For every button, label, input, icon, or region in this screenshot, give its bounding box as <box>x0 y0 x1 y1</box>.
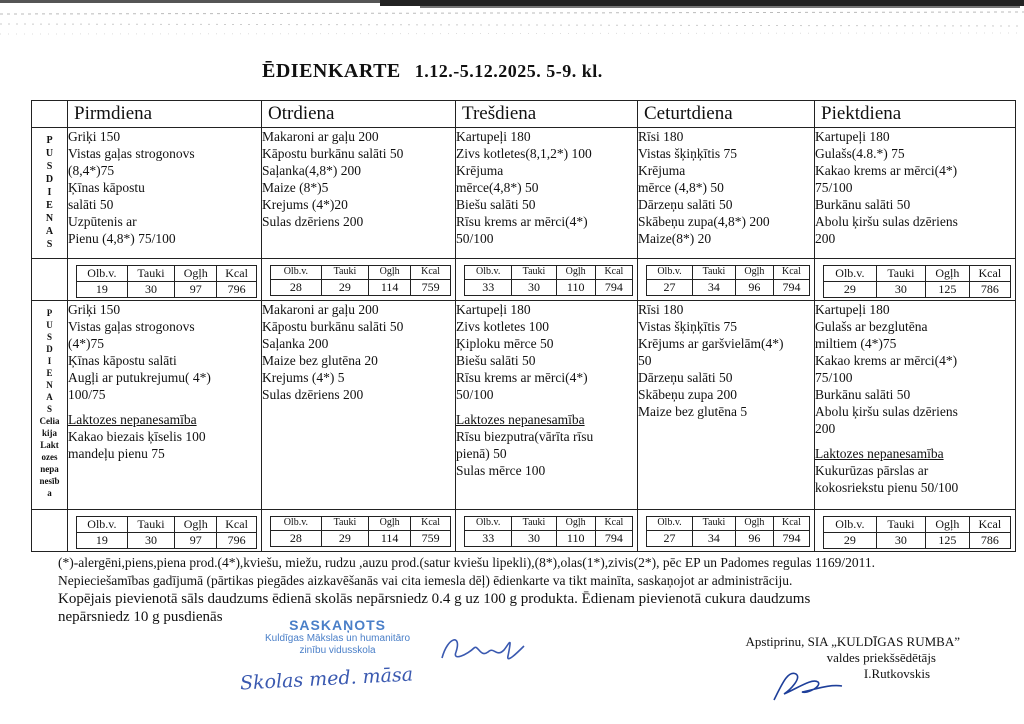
nutrition-header: Ogļh <box>369 517 411 531</box>
nutrition-header-row <box>647 517 810 531</box>
nutrition-value: 759 <box>411 280 451 296</box>
nutrition-header: Ogļh <box>556 517 595 531</box>
nutrition-value: 29 <box>824 282 877 298</box>
nutrition-value-row <box>824 533 1011 549</box>
menu-cell <box>262 301 456 510</box>
nutrition-header: Kcal <box>595 517 632 531</box>
row-label-letter: E <box>46 368 53 378</box>
menu-item: Skābeņu zupa(4,8*) 200 <box>638 214 770 229</box>
nutrition-header: Kcal <box>773 517 809 531</box>
menu-item: Kartupeļi 180 <box>815 129 890 144</box>
menu-item: mērce (4,8*) 50 <box>638 180 724 195</box>
nutrition-header: Tauki <box>321 266 368 280</box>
day-header: Piektdiena <box>815 101 1016 128</box>
nutrition-cell <box>638 259 815 301</box>
menu-item: mandeļu pienu 75 <box>68 446 165 461</box>
nutrition-value: 794 <box>595 531 632 547</box>
menu-item: 100/75 <box>68 387 106 402</box>
nutrition-header: Olb.v. <box>824 517 877 533</box>
row-label-letter: S <box>46 161 53 172</box>
nutrition-header: Kcal <box>773 266 809 280</box>
menu-item: Sulas mērce 100 <box>456 463 546 478</box>
menu-item: Ķīnas kāpostu <box>68 180 145 195</box>
nutrition-value-row <box>647 280 810 296</box>
nutrition-header: Ogļh <box>925 266 969 282</box>
nutrition-header-row <box>647 266 810 280</box>
menu-item: 50 <box>638 353 652 368</box>
row-label-spacer <box>32 510 68 552</box>
nutrition-header: Ogļh <box>369 266 411 280</box>
day-header-row <box>32 101 1016 128</box>
approval-stamp <box>265 617 410 657</box>
nutrition-header: Kcal <box>969 517 1010 533</box>
menu-item: Ķiploku mērce 50 <box>456 336 554 351</box>
menu-item: Saļanka(4,8*) 200 <box>262 163 361 178</box>
nutrition-value: 33 <box>465 280 512 296</box>
nutrition-value-row <box>77 282 257 298</box>
menu-item: Makaroni ar gaļu 200 <box>262 129 379 144</box>
menu-item: Krējums ar garšvielām(4*) <box>638 336 784 351</box>
page-title <box>262 60 603 83</box>
row-label-letter: U <box>46 320 53 330</box>
nutrition-cell <box>262 510 456 552</box>
nutrition-value: 33 <box>465 531 512 547</box>
nutrition-header-row <box>77 266 257 282</box>
nutrition-header-row <box>271 266 451 280</box>
menu-item: Makaroni ar gaļu 200 <box>262 302 379 317</box>
nutrition-header: Olb.v. <box>77 517 128 533</box>
allergen-note: (*)-alergēni,piens,piena prod.(4*),kviešu, miežu, rudzu ,auzu prod.(satur kviešu lipekli),(8*),olas(1*),zivis(2*), pēc EP un Padomes regulas 1169/2011. <box>58 555 876 570</box>
nutrition-header: Ogļh <box>556 266 595 280</box>
nutrition-header-row <box>465 517 633 531</box>
nutrition-table <box>270 516 451 547</box>
nutrition-header: Kcal <box>969 266 1010 282</box>
nutrition-value: 794 <box>595 280 632 296</box>
menu-item: Vistas šķiņķītis 75 <box>638 146 737 161</box>
nutrition-value: 19 <box>77 282 128 298</box>
row-label-letter: D <box>46 344 53 354</box>
menu-item: Kakao krems ar mērci(4*) <box>815 353 958 368</box>
menu-item: Kāpostu burkānu salāti 50 <box>262 319 404 334</box>
menu-item: Kāpostu burkānu salāti 50 <box>262 146 404 161</box>
diet-lunch-row <box>32 301 1016 510</box>
nutrition-value: 110 <box>556 280 595 296</box>
nutrition-header: Tauki <box>692 517 735 531</box>
nutrition-value: 125 <box>925 533 969 549</box>
nutrition-table <box>646 516 810 547</box>
menu-item: Biešu salāti 50 <box>456 197 536 212</box>
row-label-letter: Celia <box>39 416 60 426</box>
row-label-letter: a <box>47 488 52 498</box>
row-label-letter: P <box>46 135 53 146</box>
nutrition-value: 30 <box>127 282 174 298</box>
nutrition-cell <box>638 510 815 552</box>
scan-artifact <box>0 0 1024 38</box>
menu-item: Vistas gaļas strogonovs <box>68 319 195 334</box>
nutrition-cell <box>456 259 638 301</box>
nutrition-header-row <box>77 517 257 533</box>
menu-item: Krejums (4*)20 <box>262 197 348 212</box>
menu-item: Gulašs ar bezglutēna <box>815 319 928 334</box>
stamp-title: SASKAŅOTS <box>289 617 386 633</box>
lactose-heading: Laktozes nepanesamība <box>456 412 585 427</box>
row-label-letter: N <box>46 380 53 390</box>
nutrition-header: Olb.v. <box>271 266 322 280</box>
approval-block <box>712 634 960 682</box>
stamp-line: Kuldīgas Mākslas un humanitāro <box>265 633 411 644</box>
nutrition-value: 96 <box>735 280 773 296</box>
nutrition-value: 786 <box>969 533 1010 549</box>
menu-item: (8,4*)75 <box>68 163 115 178</box>
nutrition-value: 30 <box>512 531 556 547</box>
nutrition-cell <box>262 259 456 301</box>
menu-item: Dārzeņu salāti 50 <box>638 370 733 385</box>
menu-item: (4*)75 <box>68 336 104 351</box>
menu-item: Maize(8*) 20 <box>638 231 712 246</box>
row-label-letter: kija <box>41 428 57 438</box>
row-label-letter: S <box>46 404 52 414</box>
change-note: Nepieciešamības gadījumā (pārtikas piegādes aizkavēšanās vai cita iemesla dēļ) ēdienkarte va tikt mainīta, saskaņojot ar administrāciju. <box>58 573 793 588</box>
menu-item: Dārzeņu salāti 50 <box>638 197 733 212</box>
lactose-heading: Laktozes nepanesamība <box>815 446 944 461</box>
menu-item: Krējuma <box>456 163 504 178</box>
nutrition-header: Ogļh <box>175 266 217 282</box>
nutrition-value-row <box>77 533 257 549</box>
nutrition-header-row <box>824 266 1011 282</box>
nutrition-header: Tauki <box>512 517 556 531</box>
menu-item: Burkānu salāti 50 <box>815 387 911 402</box>
nutrition-value: 794 <box>773 280 809 296</box>
menu-item: Griķi 150 <box>68 302 121 317</box>
menu-item: 50/100 <box>456 387 494 402</box>
nutrition-value: 796 <box>217 282 257 298</box>
lunch-row <box>32 128 1016 259</box>
nutrition-cell <box>815 510 1016 552</box>
menu-item: Vistas gaļas strogonovs <box>68 146 195 161</box>
menu-item: Vistas šķiņķītis 75 <box>638 319 737 334</box>
nutrition-value: 794 <box>773 531 809 547</box>
salt-note: Kopējais pievienotā sāls daudzums ēdienā skolās nepārsniedz 0.4 g uz 100 g produkta. Ēdienam pievienotā cukura daudzums <box>58 591 811 607</box>
nutrition-value: 29 <box>321 531 368 547</box>
footnotes <box>58 554 875 626</box>
menu-item: Gulašs(4.8.*) 75 <box>815 146 905 161</box>
nutrition-value: 759 <box>411 531 451 547</box>
menu-item: Sulas dzēriens 200 <box>262 387 364 402</box>
nutrition-header: Tauki <box>512 266 556 280</box>
nutrition-value: 97 <box>175 282 217 298</box>
nutrition-header: Kcal <box>217 517 257 533</box>
nutrition-row <box>32 259 1016 301</box>
menu-item: Pienu (4,8*) 75/100 <box>68 231 176 246</box>
menu-item: 200 <box>815 231 836 246</box>
nutrition-table <box>823 516 1011 549</box>
day-header: Trešdiena <box>456 101 638 128</box>
menu-item: Augļi ar putukrejumu( 4*) <box>68 370 211 385</box>
nutrition-header: Olb.v. <box>77 266 128 282</box>
nutrition-table <box>270 265 451 296</box>
menu-cell <box>456 128 638 259</box>
nutrition-header-row <box>824 517 1011 533</box>
menu-item: Burkānu salāti 50 <box>815 197 911 212</box>
row-label-letter: S <box>46 239 53 250</box>
menu-item: pienā) 50 <box>456 446 507 461</box>
menu-cell <box>456 301 638 510</box>
nutrition-value: 114 <box>369 280 411 296</box>
nutrition-header: Tauki <box>127 517 174 533</box>
day-header: Pirmdiena <box>68 101 262 128</box>
nutrition-header: Olb.v. <box>647 266 693 280</box>
nutrition-value-row <box>824 282 1011 298</box>
row-label-letter: I <box>47 187 52 198</box>
row-label-letter: A <box>45 226 54 237</box>
nutrition-value: 28 <box>271 531 322 547</box>
approval-line: valdes priekšsēdētājs <box>826 650 936 665</box>
menu-item: Uzpūtenis ar <box>68 214 137 229</box>
row-label-letter: nepa <box>40 464 59 474</box>
row-label-letter: I <box>47 356 52 366</box>
nutrition-header: Olb.v. <box>465 517 512 531</box>
row-label-lunch <box>32 128 68 259</box>
menu-item: Rīsu krems ar mērci(4*) <box>456 214 588 229</box>
day-header: Otrdiena <box>262 101 456 128</box>
nutrition-value: 110 <box>556 531 595 547</box>
nutrition-header-row <box>465 266 633 280</box>
nutrition-value: 30 <box>512 280 556 296</box>
nutrition-value: 30 <box>876 282 925 298</box>
nutrition-table <box>464 516 633 547</box>
nutrition-value: 29 <box>321 280 368 296</box>
menu-cell <box>262 128 456 259</box>
menu-cell <box>815 128 1016 259</box>
nutrition-value-row <box>647 531 810 547</box>
menu-item: Kartupeļi 180 <box>456 302 531 317</box>
nutrition-value: 125 <box>925 282 969 298</box>
nutrition-cell <box>456 510 638 552</box>
menu-item: Rīsi 180 <box>638 302 684 317</box>
title-period: 1.12.-5.12.2025. 5-9. kl. <box>414 61 603 81</box>
row-label-letter: P <box>46 308 53 318</box>
nutrition-value-row <box>271 280 451 296</box>
nutrition-header: Ogļh <box>925 517 969 533</box>
menu-item: Kartupeļi 180 <box>456 129 531 144</box>
nutrition-header: Ogļh <box>175 517 217 533</box>
nutrition-header: Olb.v. <box>465 266 512 280</box>
menu-cell <box>815 301 1016 510</box>
menu-item: Rīsi 180 <box>638 129 684 144</box>
menu-item: Maize bez glutēna 5 <box>638 404 748 419</box>
nutrition-value: 796 <box>217 533 257 549</box>
nutrition-header-row <box>271 517 451 531</box>
menu-item: Saļanka 200 <box>262 336 329 351</box>
row-label-spacer <box>32 259 68 301</box>
menu-cell <box>68 301 262 510</box>
day-header: Ceturtdiena <box>638 101 815 128</box>
row-label-letter: Lakt <box>40 440 59 450</box>
menu-cell <box>638 128 815 259</box>
nutrition-value: 19 <box>77 533 128 549</box>
menu-item: Maize (8*)5 <box>262 180 329 195</box>
menu-item: Sulas dzēriens 200 <box>262 214 364 229</box>
nutrition-header: Kcal <box>595 266 632 280</box>
nutrition-value: 96 <box>735 531 773 547</box>
nutrition-value: 34 <box>692 531 735 547</box>
approval-line: Apstiprinu, SIA „KULDĪGAS RUMBA” <box>745 634 960 649</box>
approval-name: I.Rutkovskis <box>863 666 930 681</box>
menu-item: Ķīnas kāpostu salāti <box>68 353 177 368</box>
menu-item: Kukurūzas pārslas ar <box>815 463 929 478</box>
nutrition-table <box>823 265 1011 298</box>
menu-item: kokosriekstu pienu 50/100 <box>815 480 959 495</box>
nutrition-value: 29 <box>824 533 877 549</box>
menu-item: 50/100 <box>456 231 494 246</box>
menu-item: Biešu salāti 50 <box>456 353 536 368</box>
nutrition-table <box>76 265 257 298</box>
menu-item: 200 <box>815 421 836 436</box>
menu-item: Krejums (4*) 5 <box>262 370 345 385</box>
row-label-letter: A <box>46 392 53 402</box>
nutrition-table <box>76 516 257 549</box>
nutrition-value: 30 <box>876 533 925 549</box>
menu-item: Rīsu biezputra(vārīta rīsu <box>456 429 594 444</box>
menu-item: Kakao krems ar mērci(4*) <box>815 163 958 178</box>
nutrition-value-row <box>271 531 451 547</box>
nutrition-header: Kcal <box>411 517 451 531</box>
nutrition-header: Kcal <box>411 266 451 280</box>
nutrition-value: 114 <box>369 531 411 547</box>
nutrition-value-row <box>465 280 633 296</box>
menu-item: Griķi 150 <box>68 129 121 144</box>
row-label-letter: nesīb <box>39 476 60 486</box>
menu-item: Rīsu krems ar mērci(4*) <box>456 370 588 385</box>
nutrition-header: Tauki <box>127 266 174 282</box>
menu-item: miltiem (4*)75 <box>815 336 897 351</box>
nutrition-value-row <box>465 531 633 547</box>
nutrition-table <box>646 265 810 296</box>
stamp-line: zinību vidusskola <box>299 645 376 656</box>
nutrition-value: 97 <box>175 533 217 549</box>
nutrition-header: Tauki <box>321 517 368 531</box>
nutrition-value: 27 <box>647 531 693 547</box>
nurse-handwriting: Skolas med. māsa <box>239 663 414 695</box>
nutrition-header: Tauki <box>876 266 925 282</box>
nutrition-cell <box>68 259 262 301</box>
nutrition-value: 28 <box>271 280 322 296</box>
nutrition-header: Ogļh <box>735 266 773 280</box>
sugar-note: nepārsniedz 10 g pusdienās <box>58 609 223 625</box>
menu-item: 75/100 <box>815 180 853 195</box>
nutrition-header: Olb.v. <box>647 517 693 531</box>
row-label-letter: E <box>46 200 53 211</box>
nutrition-header: Olb.v. <box>824 266 877 282</box>
menu-item: salāti 50 <box>68 197 114 212</box>
menu-item: Kakao biezais ķīselis 100 <box>68 429 206 444</box>
signature-nurse <box>438 632 528 668</box>
menu-table <box>31 100 1016 552</box>
nutrition-cell <box>815 259 1016 301</box>
nutrition-header: Tauki <box>876 517 925 533</box>
menu-item: Krējuma <box>638 163 686 178</box>
title-main: ĒDIENKARTE <box>262 60 401 82</box>
menu-item: Maize bez glutēna 20 <box>262 353 378 368</box>
row-label-letter: D <box>45 174 54 185</box>
row-label-letter: S <box>46 332 52 342</box>
menu-item: Abolu ķiršu sulas dzēriens <box>815 214 958 229</box>
nutrition-header: Ogļh <box>735 517 773 531</box>
nutrition-value: 786 <box>969 282 1010 298</box>
menu-item: mērce(4,8*) 50 <box>456 180 539 195</box>
row-label-letter: ozes <box>41 452 58 462</box>
lactose-heading: Laktozes nepanesamība <box>68 412 197 427</box>
menu-item: Skābeņu zupa 200 <box>638 387 737 402</box>
nutrition-cell <box>68 510 262 552</box>
menu-cell <box>638 301 815 510</box>
row-label-letter: N <box>45 213 54 224</box>
corner-cell <box>32 101 68 128</box>
menu-item: Zivs kotletes(8,1,2*) 100 <box>456 146 592 161</box>
row-label-diet <box>32 301 68 510</box>
menu-item: Abolu ķiršu sulas dzēriens <box>815 404 958 419</box>
nutrition-row <box>32 510 1016 552</box>
nutrition-value: 34 <box>692 280 735 296</box>
menu-item: Zivs kotletes 100 <box>456 319 549 334</box>
nutrition-header: Kcal <box>217 266 257 282</box>
menu-item: 75/100 <box>815 370 853 385</box>
nutrition-table <box>464 265 633 296</box>
nutrition-value: 27 <box>647 280 693 296</box>
nutrition-header: Olb.v. <box>271 517 322 531</box>
row-label-letter: U <box>45 148 54 159</box>
nutrition-header: Tauki <box>692 266 735 280</box>
menu-cell <box>68 128 262 259</box>
nutrition-value: 30 <box>127 533 174 549</box>
menu-item: Kartupeļi 180 <box>815 302 890 317</box>
